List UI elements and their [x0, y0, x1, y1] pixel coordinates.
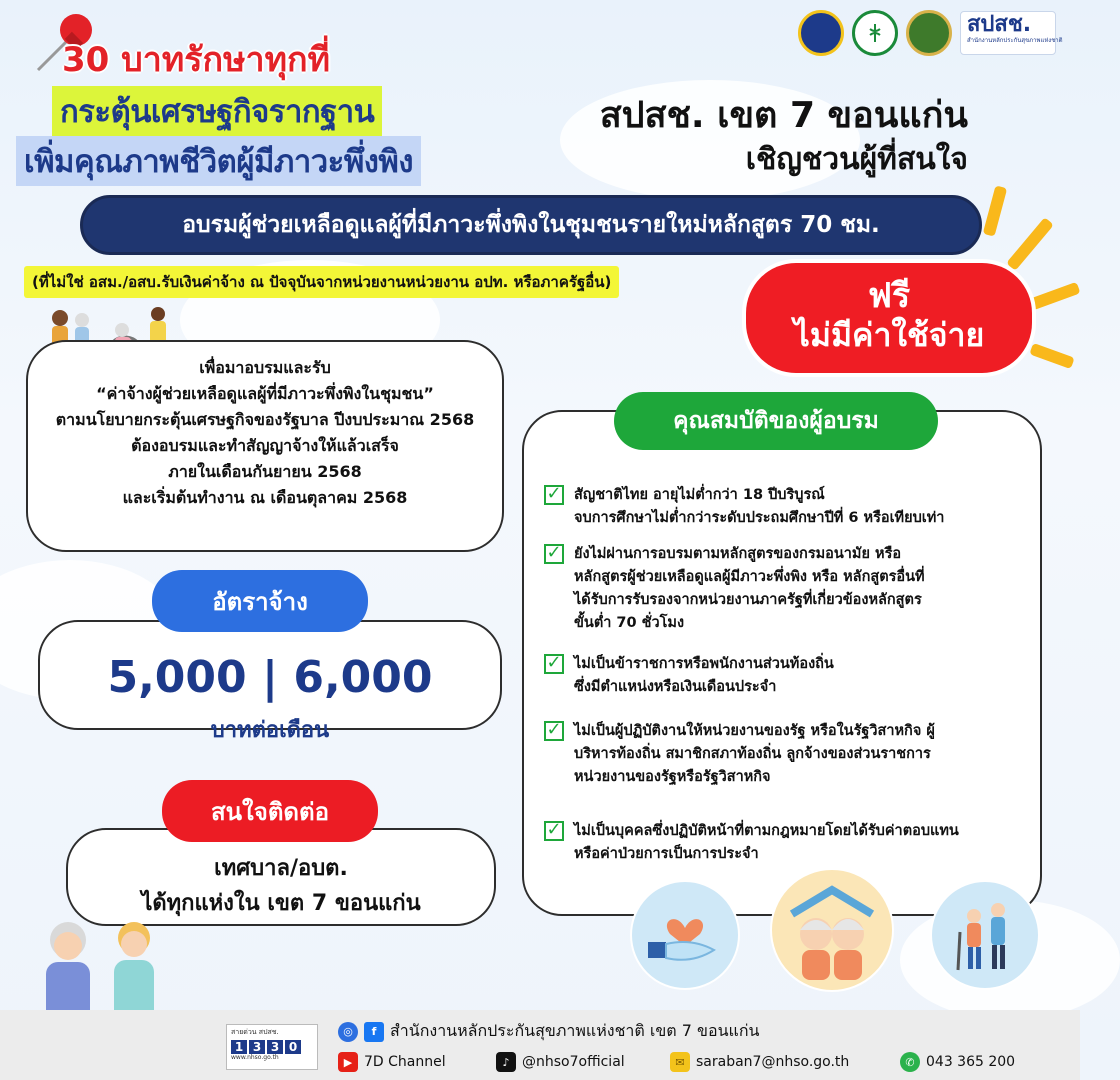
headline-economy: กระตุ้นเศรษฐกิจรากฐาน — [52, 86, 382, 136]
facebook-icon: f — [364, 1022, 384, 1042]
local-gov-logo — [906, 10, 952, 56]
headline-30-baht: 30 บาทรักษาทุกที่ — [62, 40, 330, 80]
checkbox-checked-icon: ✓ — [544, 821, 564, 841]
phone-icon: ✆ — [900, 1052, 920, 1072]
intro-line: ต้องอบรมและทำสัญญาจ้างให้แล้วเสร็จ — [131, 436, 399, 455]
walking-elderly-icon — [932, 882, 1038, 988]
intro-line: ภายในเดือนกันยายน 2568 — [168, 462, 362, 481]
no-cost-label: ไม่มีค่าใช้จ่าย — [793, 316, 985, 354]
rate-value: 5,000 | 6,000 — [107, 652, 433, 703]
tiktok-link[interactable] — [496, 1052, 625, 1072]
checkbox-checked-icon: ✓ — [544, 721, 564, 741]
sun-ray — [983, 185, 1008, 236]
qualification-text: ไม่เป็นบุคคลซึ่งปฏิบัติหน้าที่ตามกฎหมายโดยได้รับค่าตอบแทน หรือค่าป่วยการเป็นการประจำ — [574, 823, 959, 862]
hotline-digit: 3 — [249, 1040, 265, 1054]
office-name: สำนักงานหลักประกันสุขภาพแห่งชาติ เขต 7 ขอนแก่น — [390, 1021, 760, 1040]
qualification-text: ยังไม่ผ่านการอบรมตามหลักสูตรของกรมอนามัย หรือ หลักสูตรผู้ช่วยเหลือดูแลผู้มีภาวะพึ่งพิง หรือ หลักสูตรอื่นที่ ได้รับการรับรองจากหน่วยงานภาครัฐที่เกี่ยวข้องหลักสูตร ขั้นต่ำ 70 ชั่วโมง — [574, 546, 925, 631]
contact-line-2: ได้ทุกแห่งใน เขต 7 ขอนแก่น — [141, 891, 421, 916]
heart-hand-circle — [630, 880, 740, 990]
checkbox-checked-icon: ✓ — [544, 544, 564, 564]
youtube-channel: 7D Channel — [364, 1054, 446, 1070]
elderly-couple-icon — [772, 870, 892, 990]
hotline-url: www.nhso.go.th — [231, 1054, 279, 1061]
intro-line: เพื่อมาอบรมและรับ — [199, 358, 331, 377]
sun-ray — [1029, 282, 1080, 310]
intro-text — [26, 355, 504, 511]
qualifications-title-pill: คุณสมบัติของผู้อบรม — [614, 392, 938, 450]
phone-link[interactable] — [900, 1052, 1015, 1072]
nhso-logo-subtext: สำนักงานหลักประกันสุขภาพแห่งชาติ — [967, 37, 1063, 44]
qualification-item — [544, 820, 1034, 866]
intro-line: “ค่าจ้างผู้ช่วยเหลือดูแลผู้ที่มีภาวะพึ่งพิงในชุมชน” — [96, 384, 434, 403]
elderly-couple-circle — [770, 868, 894, 992]
contact-line-1: เทศบาล/อบต. — [214, 856, 348, 881]
org-title: สปสช. เขต 7 ขอนแก่น — [599, 95, 968, 136]
phone-number: 043 365 200 — [926, 1054, 1016, 1070]
qualification-item — [544, 720, 1034, 789]
intro-line: และเริ่มต้นทำงาน ณ เดือนตุลาคม 2568 — [122, 488, 408, 507]
government-seal-logo — [798, 10, 844, 56]
walking-elderly-circle — [930, 880, 1040, 990]
globe-icon: ◎ — [338, 1022, 358, 1042]
tiktok-icon: ♪ — [496, 1052, 516, 1072]
tiktok-handle: @nhso7official — [522, 1054, 625, 1070]
contact-label-pill: สนใจติดต่อ — [162, 780, 378, 842]
free-badge — [746, 263, 1032, 373]
sun-ray — [1006, 217, 1054, 271]
headline-quality-of-life: เพิ่มคุณภาพชีวิตผู้มีภาวะพึ่งพิง — [16, 136, 421, 186]
rate-unit: บาทต่อเดือน — [210, 718, 330, 743]
qualification-item — [544, 653, 1034, 699]
hotline-digit: 1 — [231, 1040, 247, 1054]
qualification-text: สัญชาติไทย อายุไม่ต่ำกว่า 18 ปีบริบูรณ์ จบการศึกษาไม่ต่ำกว่าระดับประถมศึกษาปีที่ 6 หรือเทียบเท่า — [574, 487, 945, 526]
email-address: saraban7@nhso.go.th — [696, 1054, 850, 1070]
hotline-digit: 0 — [285, 1040, 301, 1054]
rate-label-pill: อัตราจ้าง — [152, 570, 368, 632]
eligibility-note: (ที่ไม่ใช่ อสม./อสบ.รับเงินค่าจ้าง ณ ปัจจุบันจากหน่วยงานหน่วยงาน อปท. หรือภาครัฐอื่น) — [24, 266, 619, 298]
envelope-icon: ✉ — [670, 1052, 690, 1072]
free-label: ฟรี — [867, 276, 911, 316]
ministry-public-health-logo — [852, 10, 898, 56]
qualification-text: ไม่เป็นข้าราชการหรือพนักงานส่วนท้องถิ่น ซึ่งมีตำแหน่งหรือเงินเดือนประจำ — [574, 656, 834, 695]
qualification-text: ไม่เป็นผู้ปฏิบัติงานให้หน่วยงานของรัฐ หรือในรัฐวิสาหกิจ ผู้ บริหารท้องถิ่น สมาชิกสภาท้องถิ่น ลูกจ้างของส่วนราชการ หน่วยงานของรัฐหรือรัฐวิสาหกิจ — [574, 723, 935, 785]
nhso-logo-text: สปสช. — [967, 12, 1032, 37]
intro-line: ตามนโยบายกระตุ้นเศรษฐกิจของรัฐบาล ปีงบประมาณ 2568 — [55, 410, 475, 429]
checkbox-checked-icon: ✓ — [544, 654, 564, 674]
org-subtitle: เชิญชวนผู้ที่สนใจ — [745, 142, 968, 177]
nhso-logo — [960, 11, 1063, 55]
course-banner: อบรมผู้ช่วยเหลือดูแลผู้ที่มีภาวะพึ่งพิงในชุมชนรายใหม่หลักสูตร 70 ชม. — [80, 195, 982, 255]
youtube-link[interactable] — [338, 1052, 446, 1072]
qualification-item — [544, 484, 1034, 530]
heart-in-hand-icon — [632, 882, 738, 988]
hotline-digit: 3 — [267, 1040, 283, 1054]
youtube-icon: ▶ — [338, 1052, 358, 1072]
partner-logos — [798, 10, 1063, 56]
email-link[interactable] — [670, 1052, 849, 1072]
office-link[interactable] — [338, 1019, 759, 1044]
caduceus-icon — [864, 22, 886, 44]
hotline-badge — [226, 1024, 318, 1070]
hotline-label: สายด่วน สปสช. — [231, 1028, 279, 1036]
hotline-number — [231, 1040, 313, 1054]
qualification-item — [544, 543, 1034, 635]
checkbox-checked-icon: ✓ — [544, 485, 564, 505]
sun-ray — [1029, 343, 1074, 369]
